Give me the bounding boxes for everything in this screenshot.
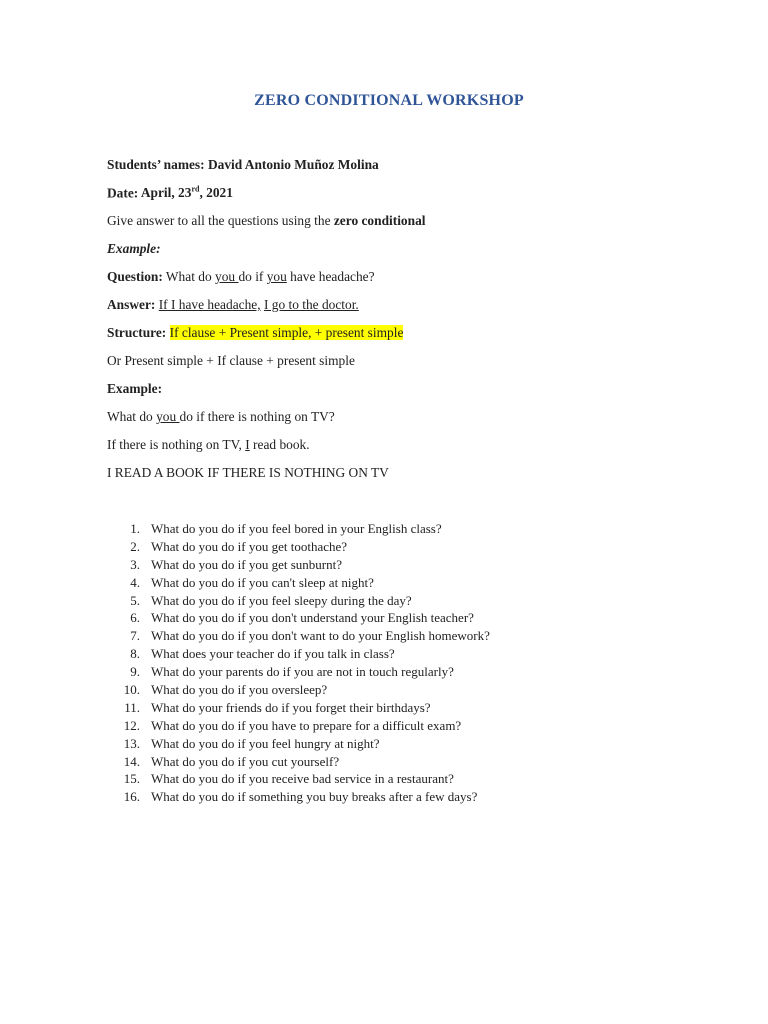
structure-line: [107, 325, 403, 341]
structure-highlight: If clause + Present simple, + present simple: [169, 325, 404, 340]
question-number: 4.: [130, 574, 140, 590]
questions-list: [107, 520, 490, 806]
question-line: Question: What do you do if you have headache?: [107, 269, 375, 284]
question-item: [107, 645, 490, 663]
example2-heading: Example:: [107, 381, 163, 396]
question-number: 2.: [130, 538, 140, 554]
question-text: What do you do if you get toothache?: [151, 538, 348, 554]
date-label: Date:: [107, 185, 139, 201]
question-text: What do you do if something you buy breaks after a few days?: [151, 789, 478, 805]
question-text: What do you do if you can't sleep at night?: [151, 574, 374, 590]
question-item: [107, 699, 490, 717]
question-label: Question:: [107, 269, 163, 284]
question-text: What do your parents do if you are not in touch regularly?: [151, 664, 454, 680]
instruction-line: [107, 213, 425, 229]
question-number: 15.: [123, 771, 140, 787]
question-item: [107, 681, 490, 699]
answer-label: Answer:: [107, 297, 156, 312]
question-item: [107, 556, 490, 574]
instruction-text: Give answer to all the questions using the: [107, 213, 334, 228]
question-text: What do you do if you feel hungry at night?: [151, 735, 380, 751]
example-heading: Example:: [107, 241, 161, 256]
example2-answer: If there is nothing on TV, I read book.: [107, 437, 310, 452]
question-number: 7.: [130, 628, 140, 644]
question-item: [107, 717, 490, 735]
alt-structure-line: Or Present simple + If clause + present simple: [107, 353, 355, 368]
question-item: [107, 574, 490, 592]
question-text: What do you do if you get sunburnt?: [151, 556, 342, 572]
example2-question: What do you do if there is nothing on TV?: [107, 409, 335, 424]
question-item: [107, 538, 490, 556]
question-text: What do you do if you receive bad service in a restaurant?: [151, 771, 454, 787]
example2-caps: I READ A BOOK IF THERE IS NOTHING ON TV: [107, 465, 389, 480]
instruction-emphasis: zero conditional: [333, 213, 426, 228]
question-number: 14.: [123, 753, 140, 769]
question-number: 8.: [130, 646, 140, 662]
question-number: 6.: [130, 610, 140, 626]
date-value: April, 23rd, 2021: [140, 185, 233, 201]
question-number: 16.: [123, 789, 140, 805]
students-label: Students’ names:: [107, 157, 205, 172]
students-line: [107, 157, 379, 173]
answer-clause-1: If I have headache,: [158, 297, 261, 312]
question-text: What does your teacher do if you talk in class?: [151, 646, 395, 662]
question-text: What do you do if you don't understand your English teacher?: [151, 610, 474, 626]
question-item: [107, 753, 490, 771]
question-item: [107, 520, 490, 538]
question-item: [107, 735, 490, 753]
question-item: [107, 592, 490, 610]
question-text: What do you do if you oversleep?: [151, 682, 328, 698]
question-number: 11.: [124, 699, 140, 715]
students-value: David Antonio Muñoz Molina: [207, 157, 379, 172]
answer-clause-2: I go to the doctor.: [263, 297, 359, 312]
question-number: 1.: [130, 521, 140, 536]
structure-label: Structure:: [107, 325, 167, 340]
question-item: [107, 663, 490, 681]
question-item: [107, 609, 490, 627]
question-text: What do you do if you feel bored in your English class?: [151, 521, 442, 536]
date-line: [107, 185, 233, 201]
question-text: What do you do if you don't want to do your English homework?: [151, 628, 490, 644]
question-text: What do you do if you feel sleepy during the day?: [151, 592, 412, 608]
question-number: 5.: [130, 592, 140, 608]
question-item: [107, 627, 490, 645]
question-number: 10.: [123, 682, 140, 698]
question-text: What do you do if you have to prepare for a difficult exam?: [151, 717, 462, 733]
question-item: [107, 770, 490, 788]
question-item: [107, 788, 490, 806]
question-text: What do you do if you cut yourself?: [151, 753, 340, 769]
question-number: 9.: [130, 664, 140, 680]
question-number: 12.: [123, 717, 140, 733]
question-text: What do your friends do if you forget their birthdays?: [151, 699, 431, 715]
question-number: 13.: [123, 735, 140, 751]
answer-line: [107, 297, 359, 313]
question-number: 3.: [130, 556, 140, 572]
page-title: ZERO CONDITIONAL WORKSHOP: [254, 92, 524, 109]
